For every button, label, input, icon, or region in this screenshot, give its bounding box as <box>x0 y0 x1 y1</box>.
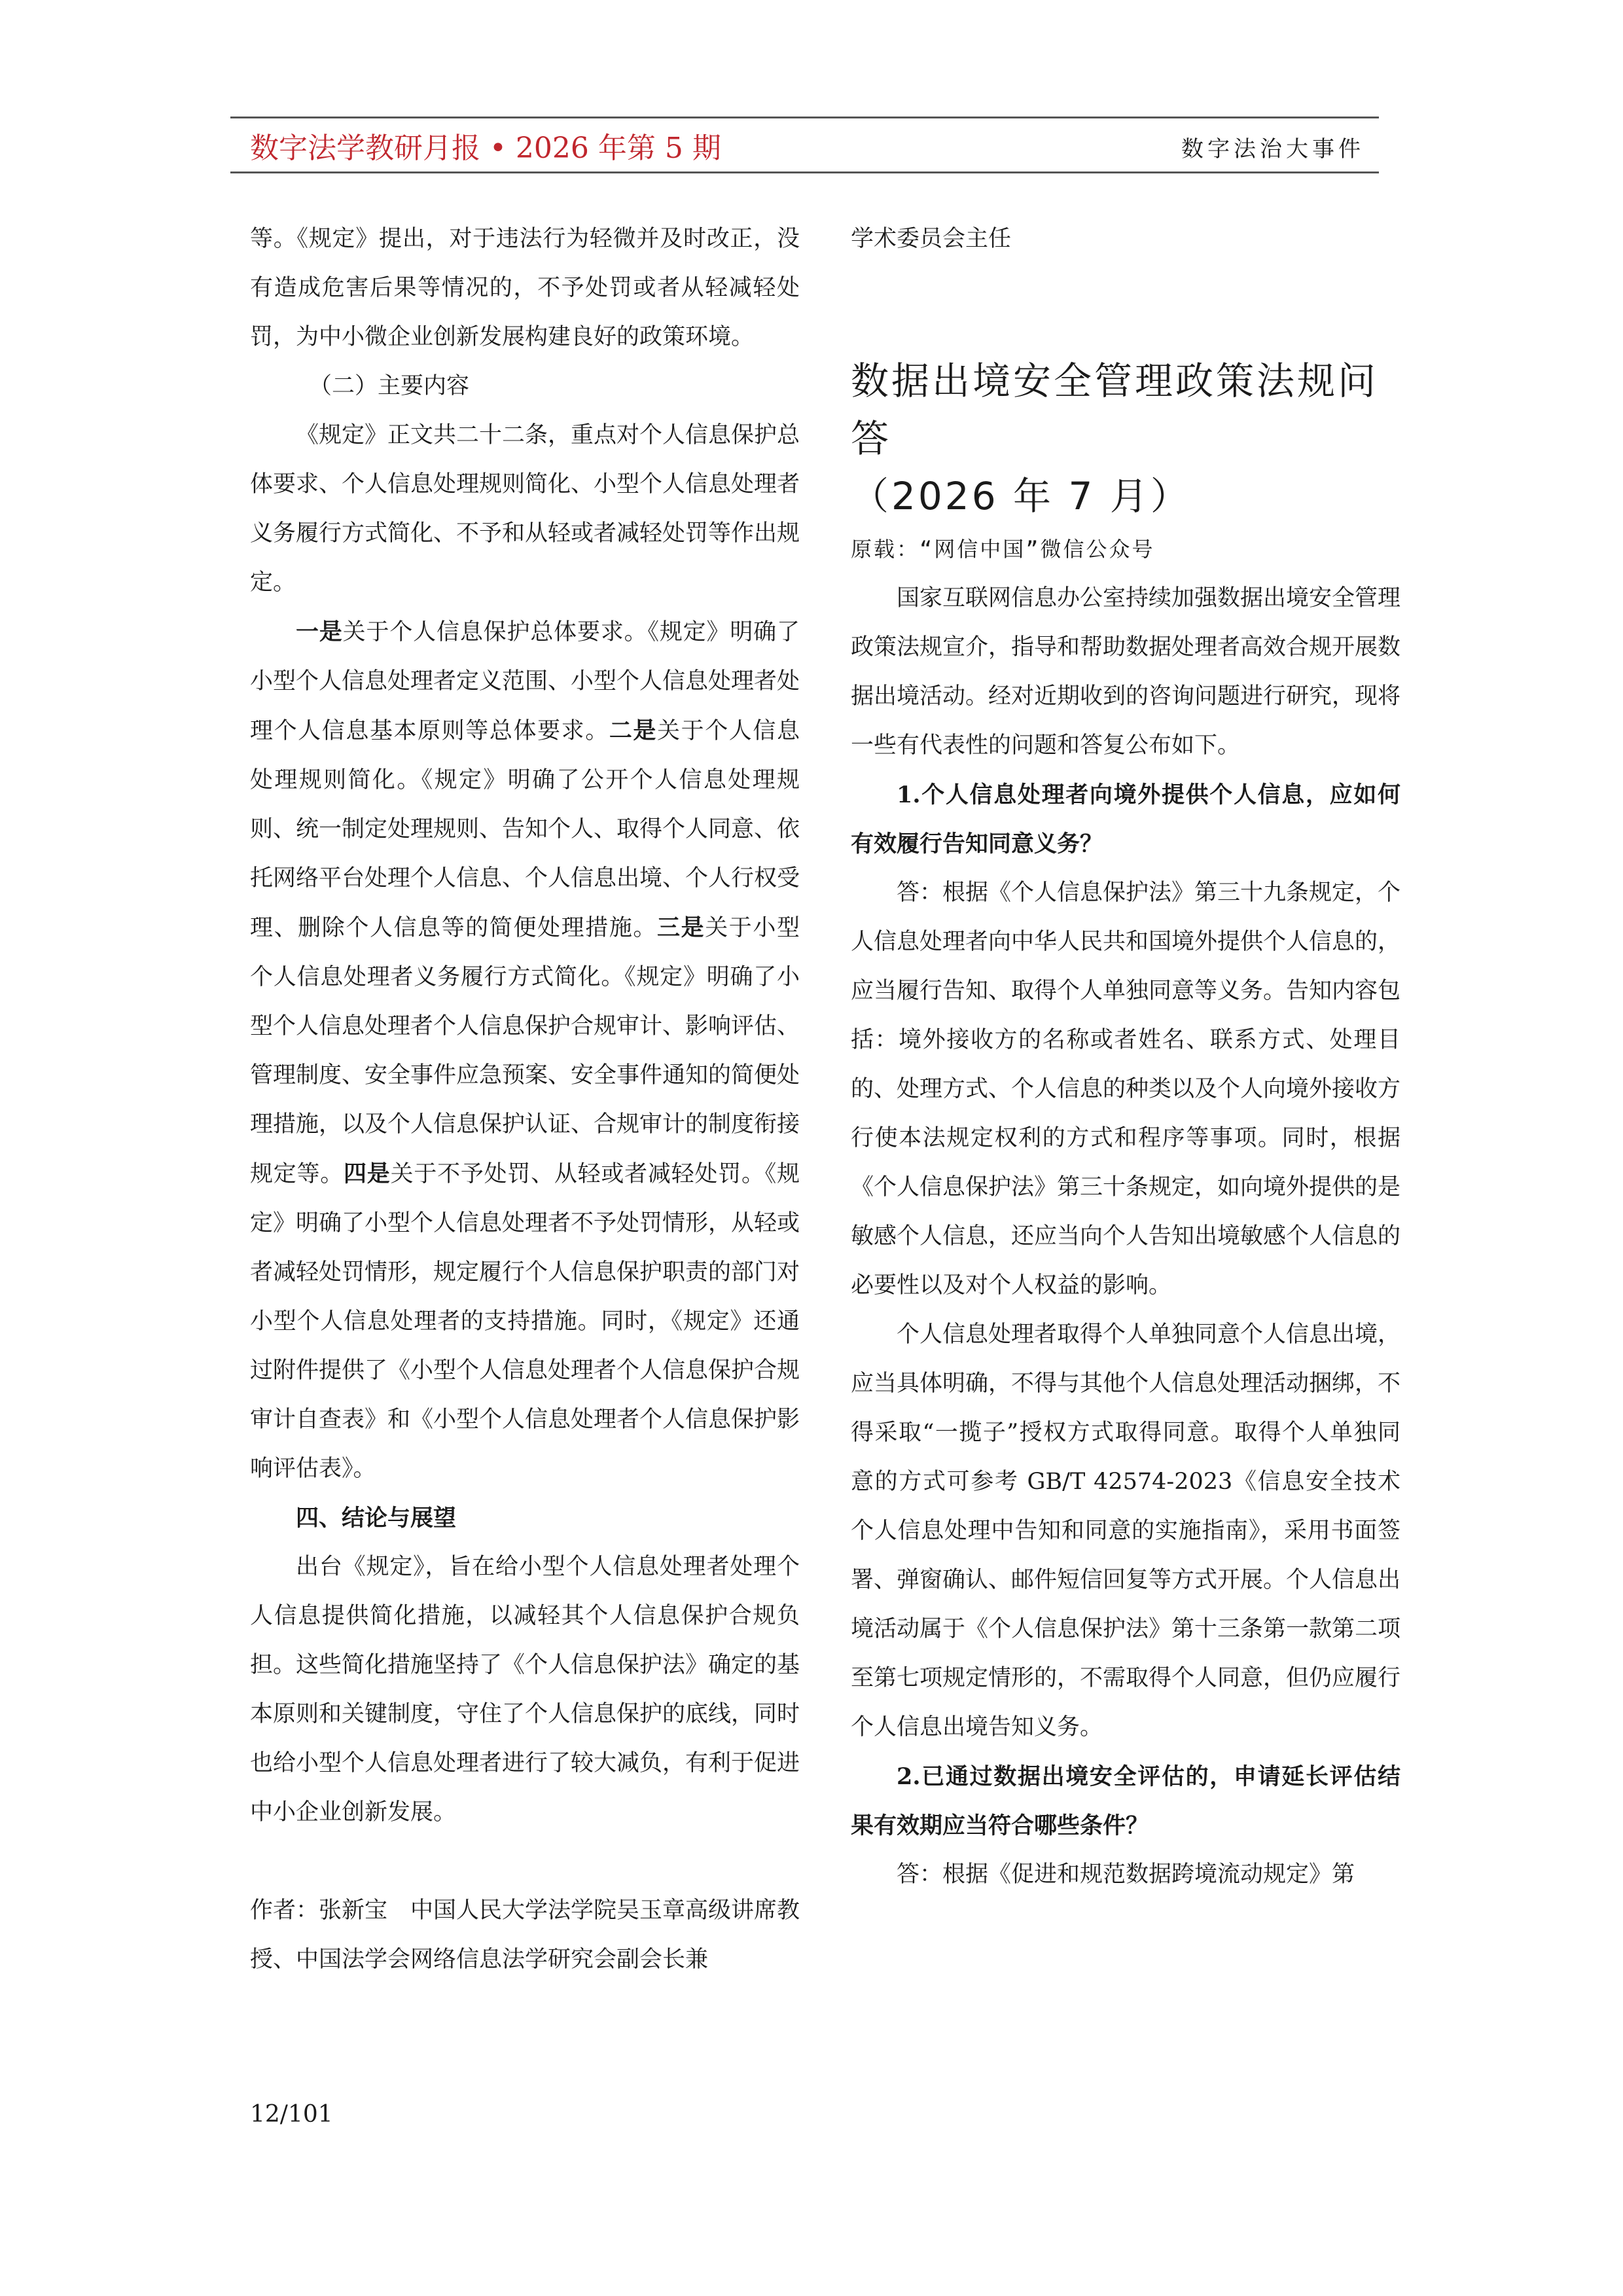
bold-marker: 二是 <box>609 717 658 744</box>
right-column <box>851 215 1400 1899</box>
paragraph-text: 关于不予处罚、从轻或者减轻处罚。《规定》明确了小型个人信息处理者不予处罚情形，从轻或者减轻处罚情形，规定履行个人信息保护职责的部门对小型个人信息处理者的支持措施。同时，《规定》还通过附件提供了《小型个人信息处理者个人信息保护合规审计自查表》和《小型个人信息处理者个人信息保护影响评估表》。 <box>250 1161 800 1482</box>
paragraph: 答：根据《促进和规范数据跨境流动规定》第 <box>897 1861 1355 1888</box>
page-number: 12/101 <box>250 2101 333 2128</box>
subheading <box>250 362 800 411</box>
paragraph: 个人信息处理者取得个人单独同意个人信息出境，应当具体明确，不得与其他个人信息处理活动捆绑，不得采取“一揽子”授权方式取得同意。取得个人单独同意的方式可参考 GB/T 42574-2023《信息安全技术 个人信息处理中告知和同意的实施指南》，采用书面签署、弹窗确认、邮件短信回复等方式开展。个人信息出境活动属于《个人信息保护法》第十三条第一款第二项至第七项规定情形的，不需取得个人同意，但仍应履行个人信息出境告知义务。 <box>851 1321 1401 1740</box>
paragraph: 出台《规定》，旨在给小型个人信息处理者处理个人信息提供简化措施，以减轻其个人信息保护合规负担。这些简化措施坚持了《个人信息保护法》确定的基本原则和关键制度，守住了个人信息保护的底线，同时也给小型个人信息处理者进行了较大减负，有利于促进中小企业创新发展。 <box>250 1554 800 1825</box>
question-heading: 1.个人信息处理者向境外提供个人信息，应如何有效履行告知同意义务？ <box>851 781 1400 857</box>
paragraph: 答：根据《个人信息保护法》第三十九条规定，个人信息处理者向中华人民共和国境外提供个人信息的，应当履行告知、取得个人单独同意等义务。告知内容包括：境外接收方的名称或者姓名、联系方式、处理目的、处理方式、个人信息的种类以及个人向境外接收方行使本法规定权利的方式和程序等事项。同时，根据《个人信息保护法》第三十条规定，如向境外提供的是敏感个人信息，还应当向个人告知出境敏感个人信息的必要性以及对个人权益的影响。 <box>851 880 1401 1299</box>
section-title: 数字法治大事件 <box>1181 136 1364 162</box>
spacer <box>250 1837 800 1886</box>
paragraph: 国家互联网信息办公室持续加强数据出境安全管理政策法规宣介，指导和帮助数据处理者高效合规开展数据出境活动。经对近期收到的咨询问题进行研究，现将一些有代表性的问题和答复公布如下。 <box>851 585 1401 759</box>
header-top-rule <box>230 117 1379 118</box>
journal-title: 数字法学教研月报 • 2026 年第 5 期 <box>250 132 721 165</box>
header-bottom-rule <box>230 171 1379 173</box>
paragraph-text: 关于小型个人信息处理者义务履行方式简化。《规定》明确了小型个人信息处理者个人信息保护合规审计、影响评估、管理制度、安全事件应急预案、安全事件通知的简便处理措施，以及个人信息保护认证、合规审计的制度衔接规定等。 <box>250 915 800 1187</box>
question-heading: 2.已通过数据出境安全评估的，申请延长评估结果有效期应当符合哪些条件？ <box>851 1763 1400 1839</box>
article-title-date: （2026 年 7 月） <box>851 474 1191 518</box>
paragraph: 等。《规定》提出，对于违法行为轻微并及时改正，没有造成危害后果等情况的，不予处罚或者从轻减轻处罚，为中小微企业创新发展构建良好的政策环境。 <box>250 226 800 350</box>
bold-marker: 三是 <box>657 914 705 941</box>
author-line: 作者：张新宝 中国人民大学法学院吴玉章高级讲席教授、中国法学会网络信息法学研究会副会长兼 <box>250 1897 800 1973</box>
article-source: 原载：“网信中国”微信公众号 <box>851 537 1155 562</box>
spacer <box>851 313 1400 352</box>
subheading-text: （二）主要内容 <box>309 373 470 399</box>
left-column <box>250 215 800 1984</box>
paragraph-text: 关于个人信息保护总体要求。《规定》明确了小型个人信息处理者定义范围、小型个人信息处理者处理个人信息基本原则等总体要求。 <box>250 619 800 744</box>
article-title: 数据出境安全管理政策法规问答 <box>851 359 1379 461</box>
paragraph-text: 关于个人信息处理规则简化。《规定》明确了公开个人信息处理规则、统一制定处理规则、告知个人、取得个人同意、依托网络平台处理个人信息、个人信息出境、个人行权受理、删除个人信息等的简便处理措施。 <box>250 718 800 941</box>
bold-marker: 四是 <box>344 1160 391 1187</box>
bold-marker: 一是 <box>296 619 343 645</box>
paragraph: 《规定》正文共二十二条，重点对个人信息保护总体要求、个人信息处理规则简化、小型个人信息处理者义务履行方式简化、不予和从轻或者减轻处罚等作出规定。 <box>250 422 800 596</box>
spacer <box>851 264 1400 313</box>
paragraph <box>250 607 800 1494</box>
author-line-continued: 学术委员会主任 <box>851 226 1012 252</box>
section-heading: 四、结论与展望 <box>296 1505 457 1532</box>
